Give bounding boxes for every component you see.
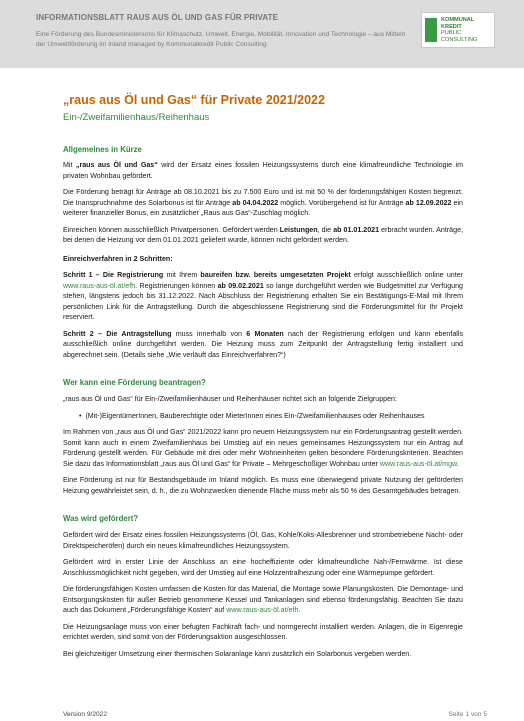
paragraph: Einreichen können ausschließlich Privatpersonen. Gefördert werden Leistungen, die ab 01.01.2021 erbracht wurden. Anträge, bei denen die Heizung vor dem 01.01.2021 geliefert wurde, können nicht gefördert werden. (63, 225, 463, 244)
paragraph: Die förderungsfähigen Kosten umfassen die Kosten für das Material, die Montage sowie Planungskosten. Die Demontage- und Entsorgungskosten für außer Betrieb genommene Kessel und Tankanlagen sind ebenso förderungsfähig. Beachten Sie dazu auch das Dokument „Förderungsfähige Kosten“ auf www.raus-aus-öl.at/efh. (63, 585, 463, 614)
footer-version: Version 9/2022 (63, 711, 107, 718)
link-raus-aus-oel-efh[interactable]: www.raus-aus-öl.at/efh (63, 281, 136, 290)
section-heading-wer: Wer kann eine Förderung beantragen? (63, 378, 206, 387)
paragraph: Bei gleichzeitiger Umsetzung einer thermischen Solaranlage kann zusätzlich ein Solarbonus vergeben werden. (63, 649, 412, 658)
paragraph: Gefördert wird der Ersatz eines fossilen Heizungssystems (Öl, Gas, Kohle/Koks-Allesbrenner und strombetriebene Nacht- oder Direktspeicheröfen) durch ein neues klimafreundliches Heizungssystem. (63, 531, 463, 550)
paragraph: „raus aus Öl und Gas“ für Ein-/Zweifamilienhäuser und Reihenhäuser richtet sich an folgende Zielgruppen: (63, 395, 397, 403)
header-subtitle: Eine Förderung des Bundesministeriums für Klimaschutz, Umwelt, Energie, Mobilität, Innovation und Technologie – aus Mitteln der Umweltförderung im Inland managed by Kommunalkredit Public Consulting (36, 31, 406, 48)
document-body (63, 92, 463, 659)
bullet-item: • (Mit-)EigentümerInnen, Bauberechtigte oder MieterInnen eines Ein-/Zweifamilienhauses oder Reihenhauses (79, 411, 425, 420)
paragraph: Die Heizungsanlage muss von einer befugten Fachkraft fach- und normgerecht installiert werden. Anlagen, die in Eigenregie errichtet werden, sind somit von der Förderungsaktion ausgeschlossen. (63, 622, 463, 641)
paragraph: Gefördert wird in erster Linie der Anschluss an eine hocheffiziente oder klimafreundliche Nah-/Fernwärme. Ist diese Anschlussmöglichkeit nicht gegeben, wird der Umstieg auf eine Holzzentralheizung oder eine Wärmepumpe gefördert. (63, 558, 463, 577)
paragraph: Die Förderung beträgt für Anträge ab 08.10.2021 bis zu 7.500 Euro und ist mit 50 % der förderungsfähigen Kosten begrenzt. Die Inanspruchnahme des Solarbonus ist für Anträge ab 04.04.2022 möglich. Vorübergehend ist für Anträge ab 12.09.2022 ein weiterer finanzieller Bonus, ein zusätzlicher „Raus aus Gas“-Zuschlag möglich. (63, 188, 463, 217)
link-raus-aus-oel-mgw[interactable]: www.raus-aus-öl.at/mgw (379, 459, 457, 468)
link-raus-aus-oel-efh[interactable]: www.raus-aus-öl.at/efh (226, 606, 299, 614)
kommunalkredit-logo: KOMMUNAL KREDIT PUBLIC CONSULTING (421, 12, 495, 48)
paragraph: Mit „raus aus Öl und Gas“ wird der Ersatz eines fossilen Heizungssystems durch eine klimafreundliche Technologie im privaten Wohnbau gefördert. (63, 161, 463, 180)
document-subtitle: Ein-/Zweifamilienhaus/Reihenhaus (63, 112, 210, 123)
paragraph: Schritt 2 – Die Antragstellung muss innerhalb von 6 Monaten nach der Registrierung erfolgen und kann ebenfalls ausschließlich online durchgeführt werden. Die Heizung muss zum Zeitpunkt der Antragstellung fertig installiert und abgerechnet sein. (Details siehe „Wie verläuft das Einreichverfahren?“) (63, 329, 463, 359)
paragraph: Im Rahmen von „raus aus Öl und Gas“ 2021/2022 kann pro neuem Heizungssystem nur ein Förderungsantrag gestellt werden. Somit kann auch in einem Zweifamilienhaus bei Umstieg auf ein neues gemeinsames Heizungssystem nur ein Antrag auf Förderung gestellt werden. Für Gebäude mit drei oder mehr Wohneinheiten gelten besondere Förderungskriterien. Beachten Sie dazu das Informationsblatt „raus aus Öl und Gas“ für Private – Mehrgeschoßiger Wohnbau unter www.raus-aus-öl.at/mgw. (63, 428, 463, 468)
footer-page-number: Seite 1 von 5 (448, 711, 487, 718)
paragraph: Eine Förderung ist nur für Bestandsgebäude im Inland möglich. Es muss eine überwiegend private Nutzung der geförderten Heizung gewährleistet sein, d. h., die zu Wohnzwecken dienende Fläche muss mehr als 50 % des Gesamtgebäudes betragen. (63, 476, 463, 495)
subheading: Einreichverfahren in 2 Schritten: (63, 254, 173, 263)
header-title: INFORMATIONSBLATT RAUS AUS ÖL UND GAS FÜR PRIVATE (36, 13, 279, 22)
document-title: „raus aus Öl und Gas“ für Private 2021/2022 (63, 93, 325, 107)
section-heading-allgemeines: Allgemeines in Kürze (63, 145, 142, 154)
logo-mark-icon (425, 18, 437, 42)
section-heading-was: Was wird gefördert? (63, 514, 139, 523)
page-header (0, 0, 524, 68)
paragraph: Schritt 1 – Die Registrierung mit Ihrem baureifen bzw. bereits umgesetzten Projekt erfolgt ausschließlich online unter www.raus-aus-öl.at/efh. Registrierungen können ab 09.02.2021 so lange durchgeführt werden wie Budgetmittel zur Verfügung stehen, längstens jedoch bis 31.12.2022. Nach Abschluss der Registrierung erhalten Sie ein Bestätigungs-E-Mail mit Ihrem persönlichen Link für die Antragstellung. Durch die abgeschlossene Registrierung sind die Förderungsmittel für Ihr Projekt reserviert. (63, 271, 463, 321)
